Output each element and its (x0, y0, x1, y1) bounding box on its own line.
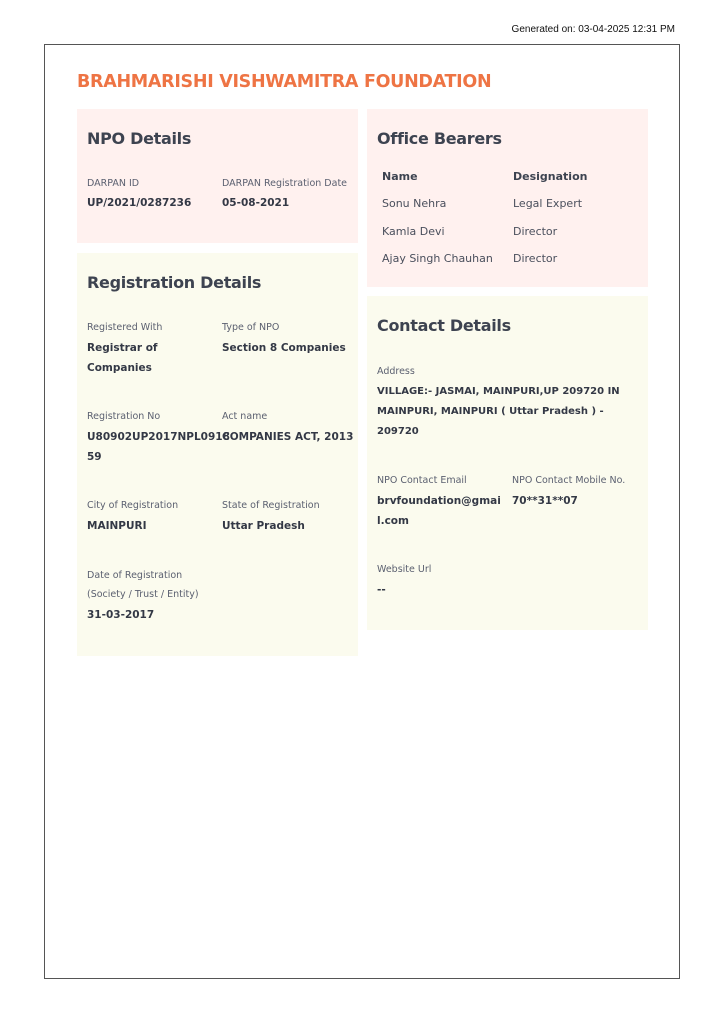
bearer-designation: Legal Expert (513, 197, 583, 210)
registered-with-label: Registered With (87, 322, 163, 333)
generated-timestamp: Generated on: 03-04-2025 12:31 PM (511, 24, 675, 35)
npo-details-title: NPO Details (87, 129, 192, 148)
npo-details-card (77, 109, 358, 243)
type-of-npo-value: Section 8 Companies (222, 342, 346, 354)
website-url-value: -- (377, 584, 386, 596)
office-bearers-card (367, 109, 648, 287)
address-value: VILLAGE:- JASMAI, MAINPURI,UP 209720 IN (377, 386, 620, 397)
contact-email-label: NPO Contact Email (377, 475, 467, 486)
column-header-name: Name (382, 170, 418, 183)
office-bearers-title: Office Bearers (377, 129, 502, 148)
address-value-cont: 209720 (377, 426, 419, 437)
darpan-reg-date-value: 05-08-2021 (222, 197, 290, 209)
darpan-id-label: DARPAN ID (87, 178, 140, 189)
contact-details-card (367, 296, 648, 630)
city-of-registration-label: City of Registration (87, 500, 179, 511)
address-value-cont: MAINPURI, MAINPURI ( Uttar Pradesh ) - (377, 406, 604, 417)
type-of-npo-label: Type of NPO (222, 322, 280, 333)
registration-details-title: Registration Details (87, 273, 262, 292)
bearer-designation: Director (513, 225, 558, 238)
registered-with-value: Registrar of (87, 342, 158, 354)
contact-mobile-value: 70**31**07 (512, 495, 578, 507)
darpan-id-value: UP/2021/0287236 (87, 197, 192, 209)
bearer-designation: Director (513, 252, 558, 265)
address-label: Address (377, 366, 415, 377)
bearer-name: Sonu Nehra (382, 197, 447, 210)
registration-no-value: U80902UP2017NPL0918 (87, 431, 230, 443)
contact-email-value-cont: l.com (377, 515, 409, 527)
registration-no-value-cont: 59 (87, 451, 102, 463)
bearer-name: Ajay Singh Chauhan (382, 252, 493, 265)
contact-mobile-label: NPO Contact Mobile No. (512, 475, 626, 486)
city-of-registration-value: MAINPURI (87, 520, 147, 532)
act-name-label: Act name (222, 411, 268, 422)
state-of-registration-value: Uttar Pradesh (222, 520, 305, 532)
contact-email-value: brvfoundation@gmai (377, 495, 501, 507)
date-of-registration-sublabel: (Society / Trust / Entity) (87, 589, 199, 600)
registration-details-card (77, 253, 358, 656)
date-of-registration-value: 31-03-2017 (87, 609, 155, 621)
darpan-reg-date-label: DARPAN Registration Date (222, 178, 348, 189)
date-of-registration-label: Date of Registration (87, 570, 183, 581)
organization-title: BRAHMARISHI VISHWAMITRA FOUNDATION (77, 72, 492, 92)
contact-details-title: Contact Details (377, 316, 511, 335)
bearer-name: Kamla Devi (382, 225, 445, 238)
act-name-value: COMPANIES ACT, 2013 (222, 431, 354, 443)
registration-no-label: Registration No (87, 411, 161, 422)
website-url-label: Website Url (377, 564, 432, 575)
column-header-designation: Designation (513, 170, 588, 183)
registered-with-value-cont: Companies (87, 362, 152, 374)
state-of-registration-label: State of Registration (222, 500, 320, 511)
